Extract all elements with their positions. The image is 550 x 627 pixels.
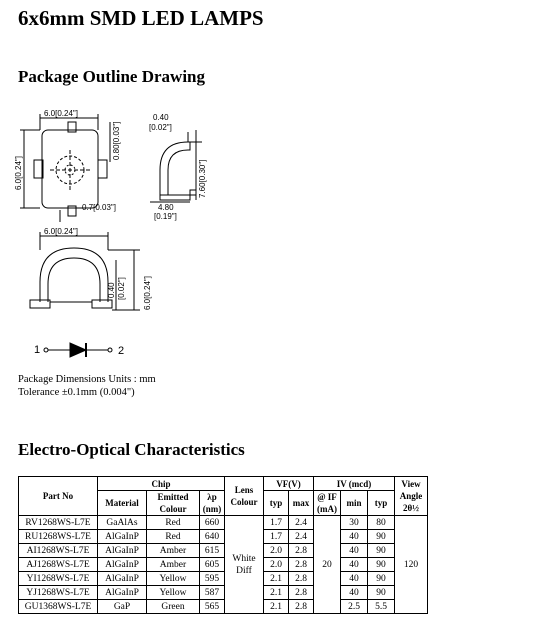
col-vf: VF(V): [264, 477, 314, 491]
col-iv-min: min: [341, 491, 368, 516]
cell-vf-typ: 2.0: [264, 544, 289, 558]
col-lens: Lens Colour: [225, 477, 264, 516]
cell-vf-max: 2.8: [289, 558, 314, 572]
diode-pin-2: 2: [118, 345, 125, 357]
cell-material: AlGaInP: [98, 558, 147, 572]
dim-top-width: 6.0[0.24"]: [44, 109, 78, 118]
table-row: [19, 572, 428, 586]
cell-iv-min: 40: [341, 586, 368, 600]
col-emitted-colour: Emitted Colour: [147, 491, 200, 516]
cell-vf-typ: 2.1: [264, 586, 289, 600]
dim-inner-height: 0.80[0.03"]: [112, 121, 121, 160]
cell-vf-typ: 1.7: [264, 530, 289, 544]
table-row: [19, 558, 428, 572]
cell-lambda-p: 565: [200, 600, 225, 614]
top-view: [14, 109, 121, 222]
cell-emitted-colour: Amber: [147, 544, 200, 558]
cell-part-no: RV1268WS-L7E: [19, 516, 98, 530]
table-row: [19, 516, 428, 530]
dim-side-height: 6.0[0.24"]: [14, 156, 23, 190]
cell-vf-max: 2.8: [289, 600, 314, 614]
package-outline-drawing: [0, 100, 550, 370]
cell-lambda-p: 615: [200, 544, 225, 558]
cell-iv-typ: 90: [368, 586, 395, 600]
dim-side-total: 7.60[0.30"]: [198, 159, 207, 198]
table-row: [19, 530, 428, 544]
cell-iv-min: 30: [341, 516, 368, 530]
cell-vf-max: 2.4: [289, 516, 314, 530]
cell-lambda-p: 640: [200, 530, 225, 544]
notes-tolerance: Tolerance ±0.1mm (0.004"): [18, 387, 135, 398]
col-chip: Chip: [98, 477, 225, 491]
cell-iv-typ: 90: [368, 544, 395, 558]
package-outline-heading: Package Outline Drawing: [18, 67, 205, 86]
cell-emitted-colour: Green: [147, 600, 200, 614]
cell-vf-typ: 2.0: [264, 558, 289, 572]
cell-material: AlGaInP: [98, 586, 147, 600]
electro-optical-table: [18, 476, 428, 614]
diode-pin-1: 1: [34, 344, 41, 356]
cell-vf-max: 2.4: [289, 530, 314, 544]
cell-iv-typ: 90: [368, 530, 395, 544]
cell-emitted-colour: Yellow: [147, 586, 200, 600]
notes-units: Package Dimensions Units : mm: [18, 374, 156, 385]
cell-lens-colour: White Diff: [225, 516, 264, 614]
col-if: @ IF (mA): [314, 491, 341, 516]
cell-iv-min: 40: [341, 530, 368, 544]
table-row: [19, 600, 428, 614]
cell-iv-min: 40: [341, 558, 368, 572]
cell-part-no: RU1268WS-L7E: [19, 530, 98, 544]
cell-vf-typ: 2.1: [264, 572, 289, 586]
cell-material: GaP: [98, 600, 147, 614]
col-material: Material: [98, 491, 147, 516]
side-view: [149, 113, 207, 221]
cell-iv-min: 40: [341, 572, 368, 586]
cell-material: AlGaInP: [98, 572, 147, 586]
dim-side-bottom: 4.80: [158, 203, 174, 212]
cell-lambda-p: 660: [200, 516, 225, 530]
col-iv-typ: typ: [368, 491, 395, 516]
cell-iv-typ: 90: [368, 558, 395, 572]
cell-emitted-colour: Red: [147, 516, 200, 530]
cell-part-no: YJ1268WS-L7E: [19, 586, 98, 600]
cell-lambda-p: 587: [200, 586, 225, 600]
cell-iv-typ: 5.5: [368, 600, 395, 614]
cell-iv-min: 40: [341, 544, 368, 558]
cell-if: 20: [314, 516, 341, 614]
cell-lambda-p: 605: [200, 558, 225, 572]
cell-vf-max: 2.8: [289, 544, 314, 558]
dim-front-pad: 0.40: [107, 282, 116, 298]
cell-material: AlGaInP: [98, 544, 147, 558]
dim-side-top: 0.40: [153, 113, 169, 122]
cell-vf-max: 2.8: [289, 586, 314, 600]
cell-lambda-p: 595: [200, 572, 225, 586]
dim-front-width: 6.0[0.24"]: [44, 227, 78, 236]
table-row: [19, 544, 428, 558]
dim-pad-width: 0.7[0.03"]: [82, 203, 116, 212]
cell-emitted-colour: Yellow: [147, 572, 200, 586]
package-notes: [18, 373, 156, 399]
cell-part-no: AI1268WS-L7E: [19, 544, 98, 558]
dim-side-top-in: [0.02"]: [149, 123, 172, 132]
cell-iv-typ: 80: [368, 516, 395, 530]
col-iv: IV (mcd): [314, 477, 395, 491]
electro-optical-heading: Electro-Optical Characteristics: [18, 440, 245, 459]
cell-emitted-colour: Red: [147, 530, 200, 544]
cell-part-no: YI1268WS-L7E: [19, 572, 98, 586]
diode-symbol: [34, 343, 124, 357]
col-view-angle: View Angle 2θ½: [395, 477, 428, 516]
col-vf-max: max: [289, 491, 314, 516]
cell-iv-typ: 90: [368, 572, 395, 586]
dim-front-pad-in: [0.02"]: [117, 277, 126, 300]
col-part-no: Part No: [19, 477, 98, 516]
col-vf-typ: typ: [264, 491, 289, 516]
cell-view-angle: 120: [395, 516, 428, 614]
page-title: 6x6mm SMD LED LAMPS: [18, 6, 264, 30]
front-view: [30, 227, 152, 310]
cell-material: GaAlAs: [98, 516, 147, 530]
cell-emitted-colour: Amber: [147, 558, 200, 572]
dim-front-height: 6.0[0.24"]: [143, 276, 152, 310]
cell-iv-min: 2.5: [341, 600, 368, 614]
dim-side-bottom-in: [0.19"]: [154, 212, 177, 221]
table-row: [19, 586, 428, 600]
cell-vf-typ: 1.7: [264, 516, 289, 530]
col-lambda-p: λp (nm): [200, 491, 225, 516]
cell-vf-typ: 2.1: [264, 600, 289, 614]
cell-part-no: AJ1268WS-L7E: [19, 558, 98, 572]
cell-part-no: GU1368WS-L7E: [19, 600, 98, 614]
cell-vf-max: 2.8: [289, 572, 314, 586]
cell-material: AlGaInP: [98, 530, 147, 544]
